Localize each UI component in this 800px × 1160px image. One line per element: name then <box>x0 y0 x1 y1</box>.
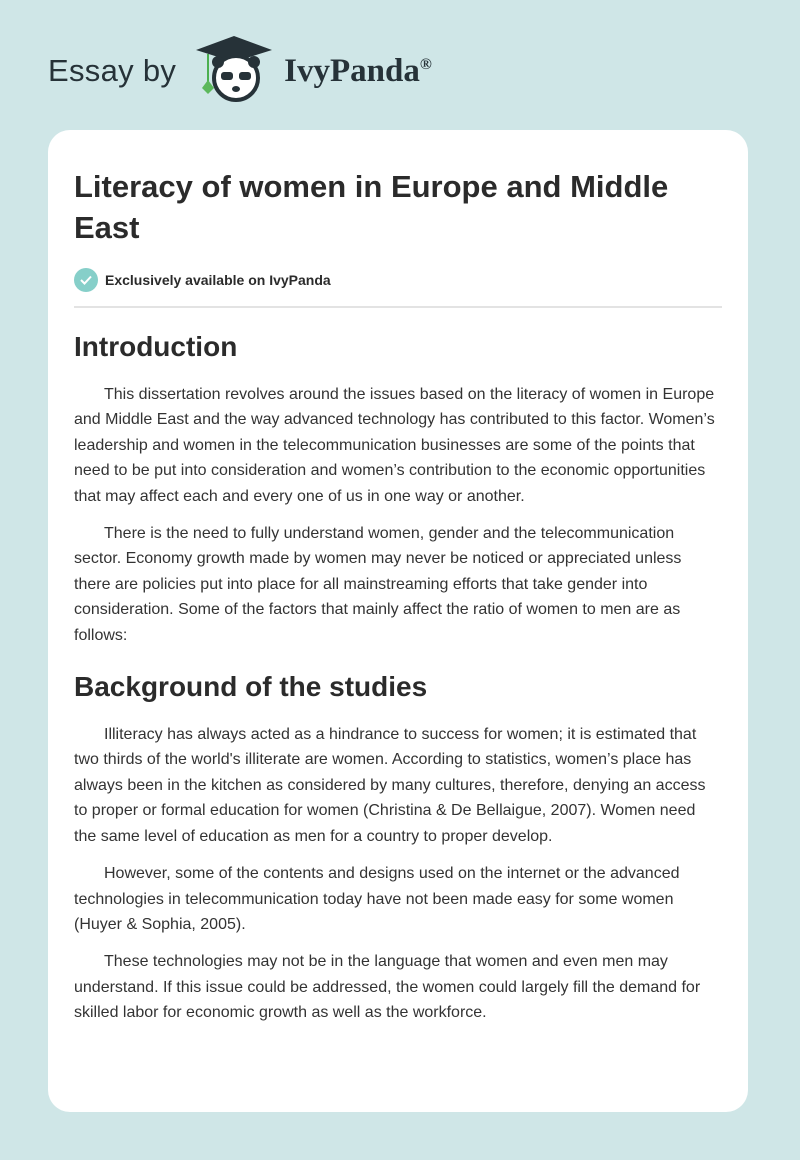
divider <box>74 306 722 308</box>
paragraph: There is the need to fully understand women, gender and the telecommunication sector. Economy growth made by women may never be noticed or appreciated unless there are policies put into place for all mainstreaming efforts that take gender into consideration. Some of the factors that mainly affect the ratio of women to men are as follows: <box>74 525 682 644</box>
paragraph: However, some of the contents and designs used on the internet or the advanced technologies in telecommunication today have not been made easy for some women (Huyer & Sophia, 2005). <box>74 865 680 933</box>
section-heading: Background of the studies <box>74 671 428 703</box>
panda-logo-icon[interactable] <box>194 34 274 109</box>
essay-title: Literacy of women in Europe and Middle East <box>74 169 669 245</box>
essay-card <box>48 130 748 1112</box>
section-background <box>74 670 722 1025</box>
brand-name[interactable] <box>284 53 432 90</box>
paragraph: This dissertation revolves around the issues based on the literacy of women in Europe and Middle East and the way advanced technology has contributed to this factor. Women’s leadership and women in the telecommunication businesses are some of the points that need to be put into consideration and women’s contribution to the economic opportunities that may affect each and every one of us in one way or another. <box>74 386 715 505</box>
registered-mark: ® <box>419 55 432 73</box>
paragraph: Illiteracy has always acted as a hindrance to success for women; it is estimated that two thirds of the world's illiterate are women. According to statistics, women’s place has always been in the kitchen as considered by many cultures, therefore, denying an access to proper or formal education for women (Christina & De Bellaigue, 2007). Women need the same level of education as men for a country to proper develop. <box>74 726 706 845</box>
essay-by-label: Essay by <box>48 53 177 88</box>
exclusive-badge <box>74 268 722 292</box>
section-introduction <box>74 330 722 648</box>
brand-text: IvyPanda <box>284 52 420 89</box>
check-icon <box>74 268 98 292</box>
site-header <box>48 36 432 106</box>
paragraph: These technologies may not be in the language that women and even men may understand. If this issue could be addressed, the women could largely fill the demand for skilled labor for economic growth as well as the workforce. <box>74 953 701 1022</box>
badge-text: Exclusively available on IvyPanda <box>105 272 331 288</box>
section-heading: Introduction <box>74 331 238 362</box>
